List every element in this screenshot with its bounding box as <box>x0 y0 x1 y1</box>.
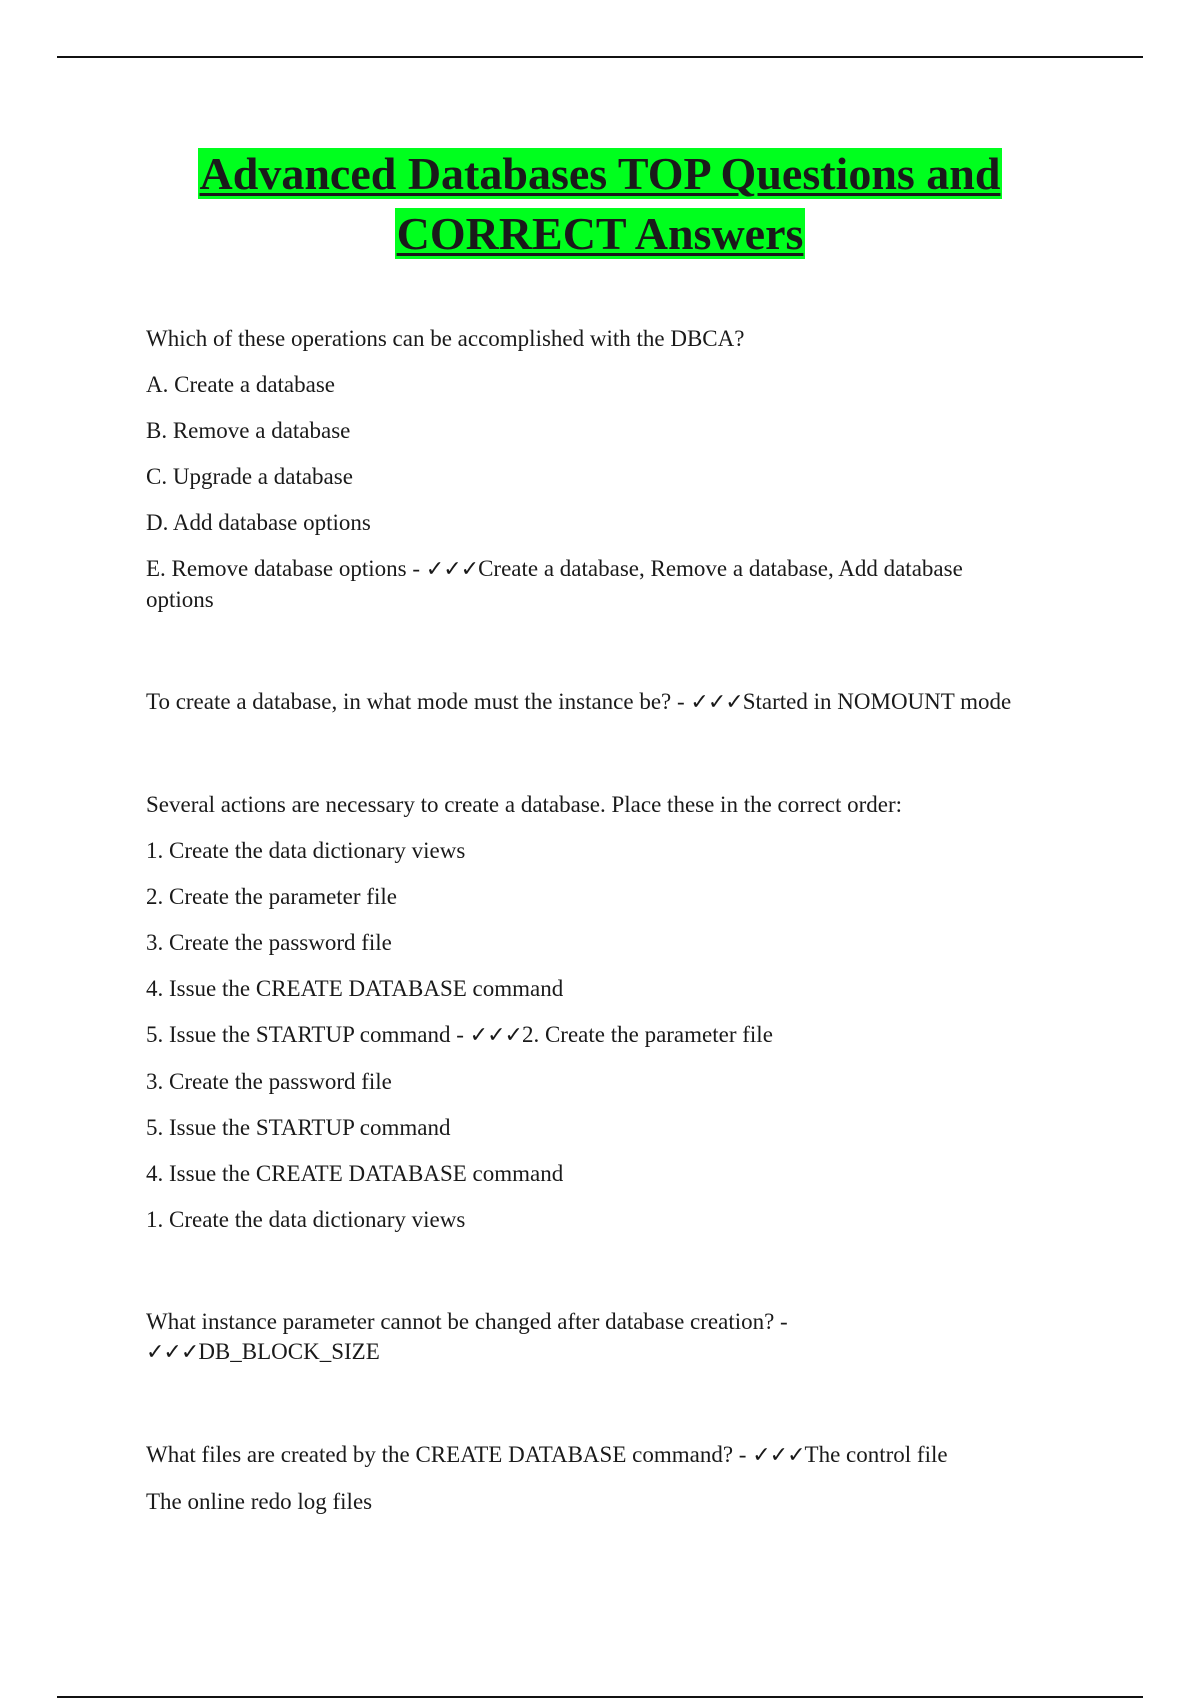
answer-3-line-5: 1. Create the data dictionary views <box>146 1207 466 1232</box>
step-option-3: 3. Create the password file <box>146 930 392 955</box>
answer-1: Create a database, Remove a database, Add database options <box>146 556 969 612</box>
answer-4: DB_BLOCK_SIZE <box>198 1339 380 1364</box>
bottom-rule <box>57 1696 1143 1698</box>
answer-3-line-2: 3. Create the password file <box>146 1069 392 1094</box>
question-2: To create a database, in what mode must the instance be? - <box>146 689 691 714</box>
step-option-5: 5. Issue the STARTUP command - <box>146 1022 470 1047</box>
option-b: B. Remove a database <box>146 418 351 443</box>
answer-2: Started in NOMOUNT mode <box>742 689 1012 714</box>
check-mark-icon: ✓✓✓ <box>146 1340 199 1365</box>
qa-separator <box>146 734 1026 790</box>
answer-3: 2. Create the parameter file <box>521 1022 773 1047</box>
check-mark-icon: ✓✓✓ <box>425 557 479 582</box>
question-2-with-answer <box>146 687 1026 718</box>
document-title <box>0 144 1200 264</box>
qa-separator <box>146 1384 1026 1440</box>
step-option-1: 1. Create the data dictionary views <box>146 838 466 863</box>
question-1: Which of these operations can be accomplished with the DBCA? <box>146 326 745 351</box>
title-line-1: Advanced Databases TOP Questions and <box>199 148 1001 199</box>
option-e-with-answer <box>146 554 1026 615</box>
check-mark-icon: ✓✓✓ <box>690 690 743 715</box>
option-e: E. Remove database options - <box>146 556 426 581</box>
top-rule <box>57 56 1143 58</box>
question-5-with-answer <box>146 1440 1026 1471</box>
answer-5: The control file <box>804 1442 948 1467</box>
step-option-4: 4. Issue the CREATE DATABASE command <box>146 976 564 1001</box>
question-5: What files are created by the CREATE DATABASE command? - <box>146 1442 753 1467</box>
check-mark-icon: ✓✓✓ <box>469 1023 522 1048</box>
step-option-2: 2. Create the parameter file <box>146 884 397 909</box>
answer-5-line-2: The online redo log files <box>146 1489 373 1514</box>
option-c: C. Upgrade a database <box>146 464 353 489</box>
option-a: A. Create a database <box>146 372 336 397</box>
check-mark-icon: ✓✓✓ <box>752 1443 805 1468</box>
question-3: Several actions are necessary to create a database. Place these in the correct order: <box>146 792 903 817</box>
step-option-5-with-answer <box>146 1020 1026 1051</box>
title-line-2: CORRECT Answers <box>396 208 804 259</box>
question-4: What instance parameter cannot be changed after database creation? - <box>146 1309 794 1334</box>
answer-3-line-4: 4. Issue the CREATE DATABASE command <box>146 1161 564 1186</box>
answer-3-line-3: 5. Issue the STARTUP command <box>146 1115 451 1140</box>
qa-content <box>146 324 1026 1533</box>
option-d: D. Add database options <box>146 510 371 535</box>
qa-separator <box>146 1251 1026 1307</box>
question-4-with-answer <box>146 1307 1026 1368</box>
qa-separator <box>146 631 1026 687</box>
